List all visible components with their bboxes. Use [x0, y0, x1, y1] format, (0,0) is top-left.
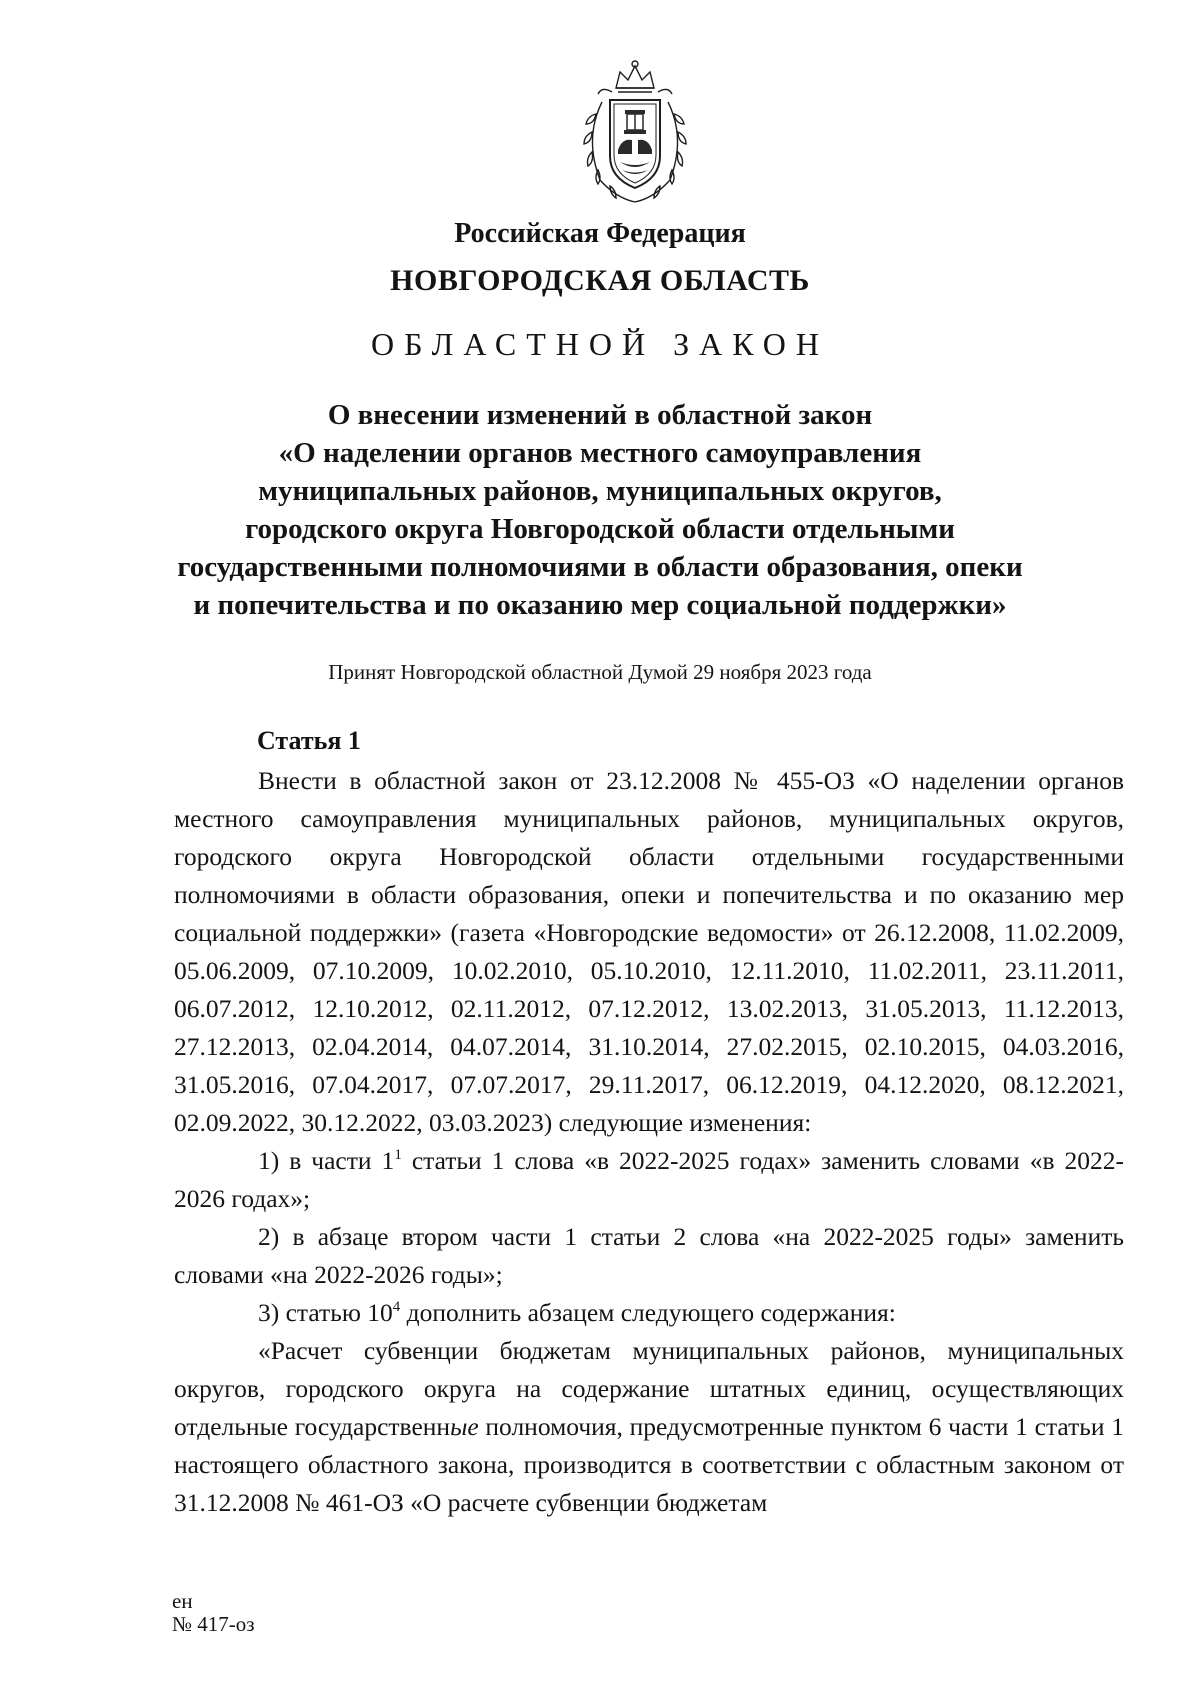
law-number: № 417-оз [172, 1612, 255, 1636]
law-title-line: О внесении изменений в областной закон [327, 399, 873, 431]
amendment-item-1-end: статьи 1 слова «в 2022-2025 годах» заменить словами «в 2022-2026 годах»; [174, 1146, 1124, 1213]
superscript: 1 [394, 1147, 402, 1163]
footer-initials: ен [172, 1589, 193, 1613]
article-heading: Статья 1 [257, 726, 361, 755]
quoted-paragraph-start: «Расчет субвенции бюджетам муниципальных районов, муниципальных округов, городского округа на содержание штатных единиц, осуществляющих отдельные государственн [174, 1336, 1124, 1441]
law-title-line: городского округа Новгородской области отдельными [245, 513, 955, 545]
document-type: ОБЛАСТНОЙ ЗАКОН [370, 326, 830, 362]
amendment-item-1-start: 1) в части 1 [258, 1146, 395, 1175]
article-intro-paragraph: Внести в областной закон от 23.12.2008 № 455-ОЗ «О наделении органов местного самоуправления муниципальных районов, муниципальных округов, городского округа Новгородской области отдельными государственными полномочиями в области образования, опеки и попечительства и по оказанию мер социальной поддержки» (газета «Новгородские ведомости» от 26.12.2008, 11.02.2009, 05.06.2009, 07.10.2009, 10.02.2010, 05.10.2010, 12.11.2010, 11.02.2011, 23.11.2011, 06.07.2012, 12.10.2012, 02.11.2012, 07.12.2012, 13.02.2013, 31.05.2013, 11.12.2013, 27.12.2013, 02.04.2014, 04.07.2014, 31.10.2014, 27.02.2015, 02.10.2015, 04.03.2016, 31.05.2016, 07.04.2017, 07.07.2017, 29.11.2017, 06.12.2019, 04.12.2020, 08.12.2021, 02.09.2022, 30.12.2022, 03.03.2023) следующие изменения: [174, 766, 1124, 1137]
document-footer [172, 1590, 255, 1636]
amendment-item-1 [174, 1142, 1124, 1218]
law-title-line: муниципальных районов, муниципальных округов, [258, 475, 942, 507]
novgorod-coat-of-arms-icon [572, 58, 698, 208]
law-title-line: и попечительства и по оказанию мер социальной поддержки» [193, 589, 1007, 621]
amendment-item-3 [174, 1294, 1124, 1332]
amendment-item-2: 2) в абзаце втором части 1 статьи 2 слова «на 2022-2025 годы» заменить словами «на 2022-2026 годы»; [174, 1222, 1124, 1289]
amendment-item-3-start: 3) статью 10 [258, 1298, 393, 1327]
adoption-note: Принят Новгородской областной Думой 29 ноября 2023 года [328, 660, 872, 684]
quoted-paragraph-italic: ые [450, 1412, 479, 1441]
law-title [120, 396, 1080, 624]
law-title-line: государственными полномочиями в области образования, опеки [177, 551, 1023, 583]
quoted-paragraph-end: полномочия, предусмотренные пунктом 6 части 1 статьи 1 настоящего областного закона, производится в соответствии с областным законом от 31.12.2008 № 461-ОЗ «О расчете субвенции бюджетам [174, 1412, 1124, 1517]
country-name: Российская Федерация [454, 218, 746, 249]
article-body [174, 762, 1124, 1522]
region-name: НОВГОРОДСКАЯ ОБЛАСТЬ [390, 264, 810, 297]
superscript: 4 [392, 1299, 401, 1315]
amendment-item-3-end: дополнить абзацем следующего содержания: [400, 1298, 896, 1327]
quoted-paragraph [174, 1332, 1124, 1522]
law-title-line: «О наделении органов местного самоуправления [278, 437, 922, 469]
